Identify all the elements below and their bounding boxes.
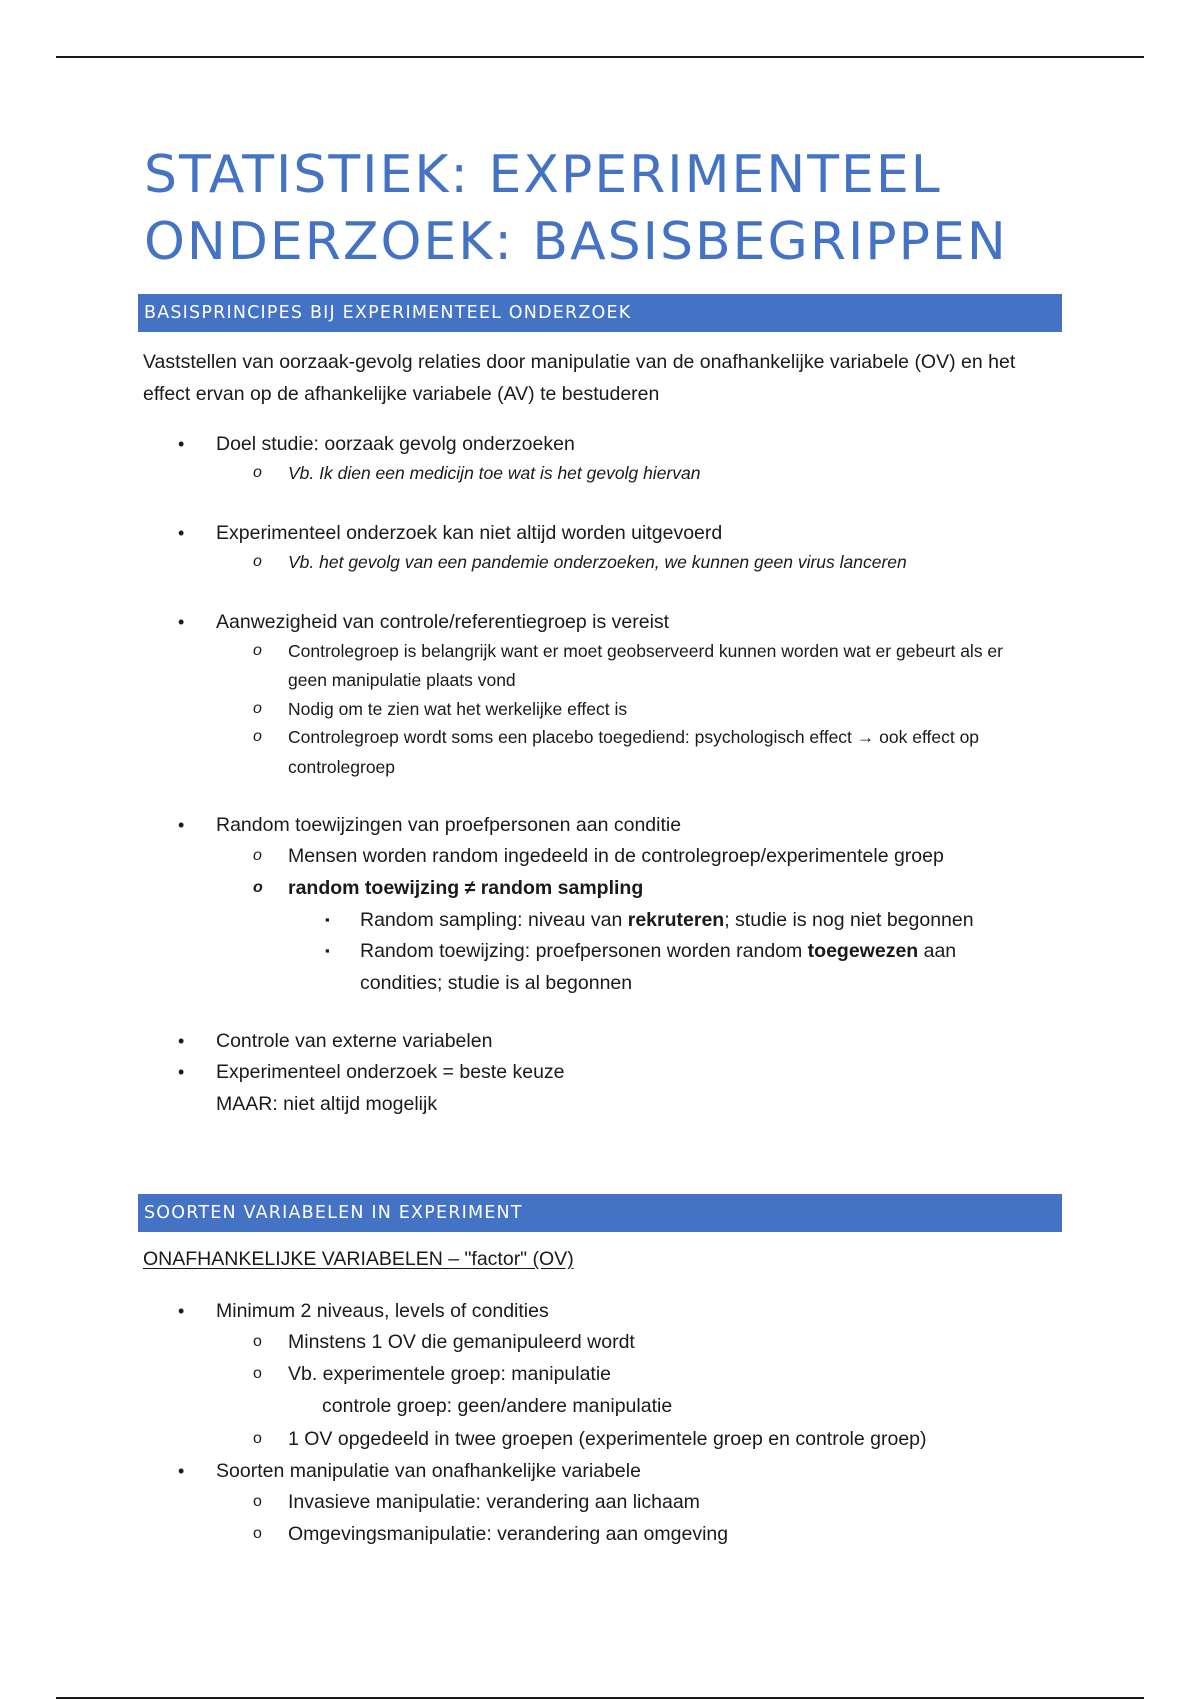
list-item-doel-studie: Doel studie: oorzaak gevolg onderzoeken — [216, 433, 575, 455]
text-segment: aan — [918, 940, 957, 962]
emphasis-toegewezen: toegewezen — [807, 940, 919, 962]
sub-item-belangrijk-line-2: geen manipulatie plaats vond — [288, 670, 516, 690]
circle-bullet-icon: o — [253, 1493, 262, 1510]
list-item-random-toewijzingen: Random toewijzingen van proefpersonen aan conditie — [216, 814, 682, 836]
section-heading-basisprincipes: BASISPRINCIPES BIJ EXPERIMENTEEL ONDERZOEK — [138, 294, 1062, 332]
list-item-beste-keuze: Experimenteel onderzoek = beste keuze — [216, 1061, 565, 1083]
intro-text-line-1: Vaststellen van oorzaak-gevolg relaties door manipulatie van de onafhankelijke variabele (OV) en het — [143, 351, 1016, 373]
sub-sub-item-random-toewijzing-line-2: condities; studie is al begonnen — [360, 972, 633, 994]
bottom-rule — [56, 1697, 1144, 1699]
emphasis-rekruteren: rekruteren — [627, 909, 725, 931]
subheading-text: ONAFHANKELIJKE VARIABELEN – "factor" (OV) — [143, 1248, 574, 1270]
intro-text-line-2: effect ervan op de afhankelijke variabele (AV) te bestuderen — [143, 383, 660, 405]
circle-bullet-icon: o — [253, 464, 262, 481]
sub-sub-item-random-sampling — [360, 907, 974, 933]
circle-bullet-icon: o — [253, 847, 262, 864]
square-bullet-icon: ▪ — [325, 943, 330, 958]
circle-bullet-icon: o — [253, 1430, 262, 1447]
sub-item-vb-controle-groep: controle groep: geen/andere manipulatie — [322, 1395, 673, 1417]
bullet-icon: • — [178, 523, 185, 543]
bullet-icon: • — [178, 1301, 185, 1321]
subheading-onafhankelijke-variabelen — [143, 1246, 574, 1272]
section-heading-soorten-variabelen: SOORTEN VARIABELEN IN EXPERIMENT — [138, 1194, 1062, 1232]
list-item-beste-keuze-line-2: MAAR: niet altijd mogelijk — [216, 1093, 438, 1115]
circle-bullet-icon: o — [253, 879, 263, 896]
bullet-icon: • — [178, 1461, 185, 1481]
sub-item-invasieve-manipulatie: Invasieve manipulatie: verandering aan lichaam — [288, 1491, 700, 1513]
bullet-icon: • — [178, 1062, 185, 1082]
circle-bullet-icon: o — [253, 728, 262, 745]
list-item-controlegroep: Aanwezigheid van controle/referentiegroep is vereist — [216, 611, 670, 633]
text-segment: ; studie is nog niet begonnen — [724, 909, 974, 931]
sub-item-minstens-ov: Minstens 1 OV die gemanipuleerd wordt — [288, 1331, 635, 1353]
text-segment: Random sampling: niveau van — [360, 909, 628, 931]
page-title — [144, 142, 1104, 276]
sub-item-placebo-line-2: controlegroep — [288, 757, 396, 777]
sub-item-werkelijk-effect: Nodig om te zien wat het werkelijke effect is — [288, 699, 628, 719]
bullet-icon: • — [178, 815, 185, 835]
list-item-soorten-manipulatie: Soorten manipulatie van onafhankelijke variabele — [216, 1460, 641, 1482]
bullet-icon: • — [178, 1031, 185, 1051]
circle-bullet-icon: o — [253, 700, 262, 717]
circle-bullet-icon: o — [253, 1525, 262, 1542]
top-rule — [56, 56, 1144, 58]
text-segment: Random toewijzing: proefpersonen worden random — [360, 940, 808, 962]
sub-item-pandemie: Vb. het gevolg van een pandemie onderzoeken, we kunnen geen virus lanceren — [288, 552, 907, 572]
list-item-niet-altijd: Experimenteel onderzoek kan niet altijd worden uitgevoerd — [216, 522, 723, 544]
bullet-icon: • — [178, 434, 185, 454]
circle-bullet-icon: o — [253, 553, 262, 570]
sub-item-vb-experimentele-groep: Vb. experimentele groep: manipulatie — [288, 1363, 612, 1385]
page-title-line-1: STATISTIEK: EXPERIMENTEEL — [144, 145, 942, 205]
sub-item-toewijzing-vs-sampling: random toewijzing ≠ random sampling — [288, 877, 644, 899]
sub-item-medicijn: Vb. Ik dien een medicijn toe wat is het gevolg hiervan — [288, 463, 701, 483]
page-title-line-2: ONDERZOEK: BASISBEGRIPPEN — [144, 212, 1008, 272]
sub-sub-item-random-toewijzing-line-1 — [360, 938, 956, 964]
sub-item-omgevingsmanipulatie: Omgevingsmanipulatie: verandering aan omgeving — [288, 1523, 729, 1545]
sub-item-belangrijk-line-1: Controlegroep is belangrijk want er moet geobserveerd kunnen worden wat er gebeurt als er — [288, 641, 1003, 661]
circle-bullet-icon: o — [253, 1333, 262, 1350]
circle-bullet-icon: o — [253, 642, 262, 659]
circle-bullet-icon: o — [253, 1365, 262, 1382]
list-item-minimum-niveaus: Minimum 2 niveaus, levels of condities — [216, 1300, 549, 1322]
sub-item-placebo-line-1: Controlegroep wordt soms een placebo toegediend: psychologisch effect → ook effect op — [288, 727, 980, 747]
sub-item-ov-opgedeeld: 1 OV opgedeeld in twee groepen (experimentele groep en controle groep) — [288, 1428, 927, 1450]
square-bullet-icon: ▪ — [325, 912, 330, 927]
list-item-externe-variabelen: Controle van externe variabelen — [216, 1030, 493, 1052]
sub-item-random-ingedeeld: Mensen worden random ingedeeld in de controlegroep/experimentele groep — [288, 845, 944, 867]
bullet-icon: • — [178, 612, 185, 632]
